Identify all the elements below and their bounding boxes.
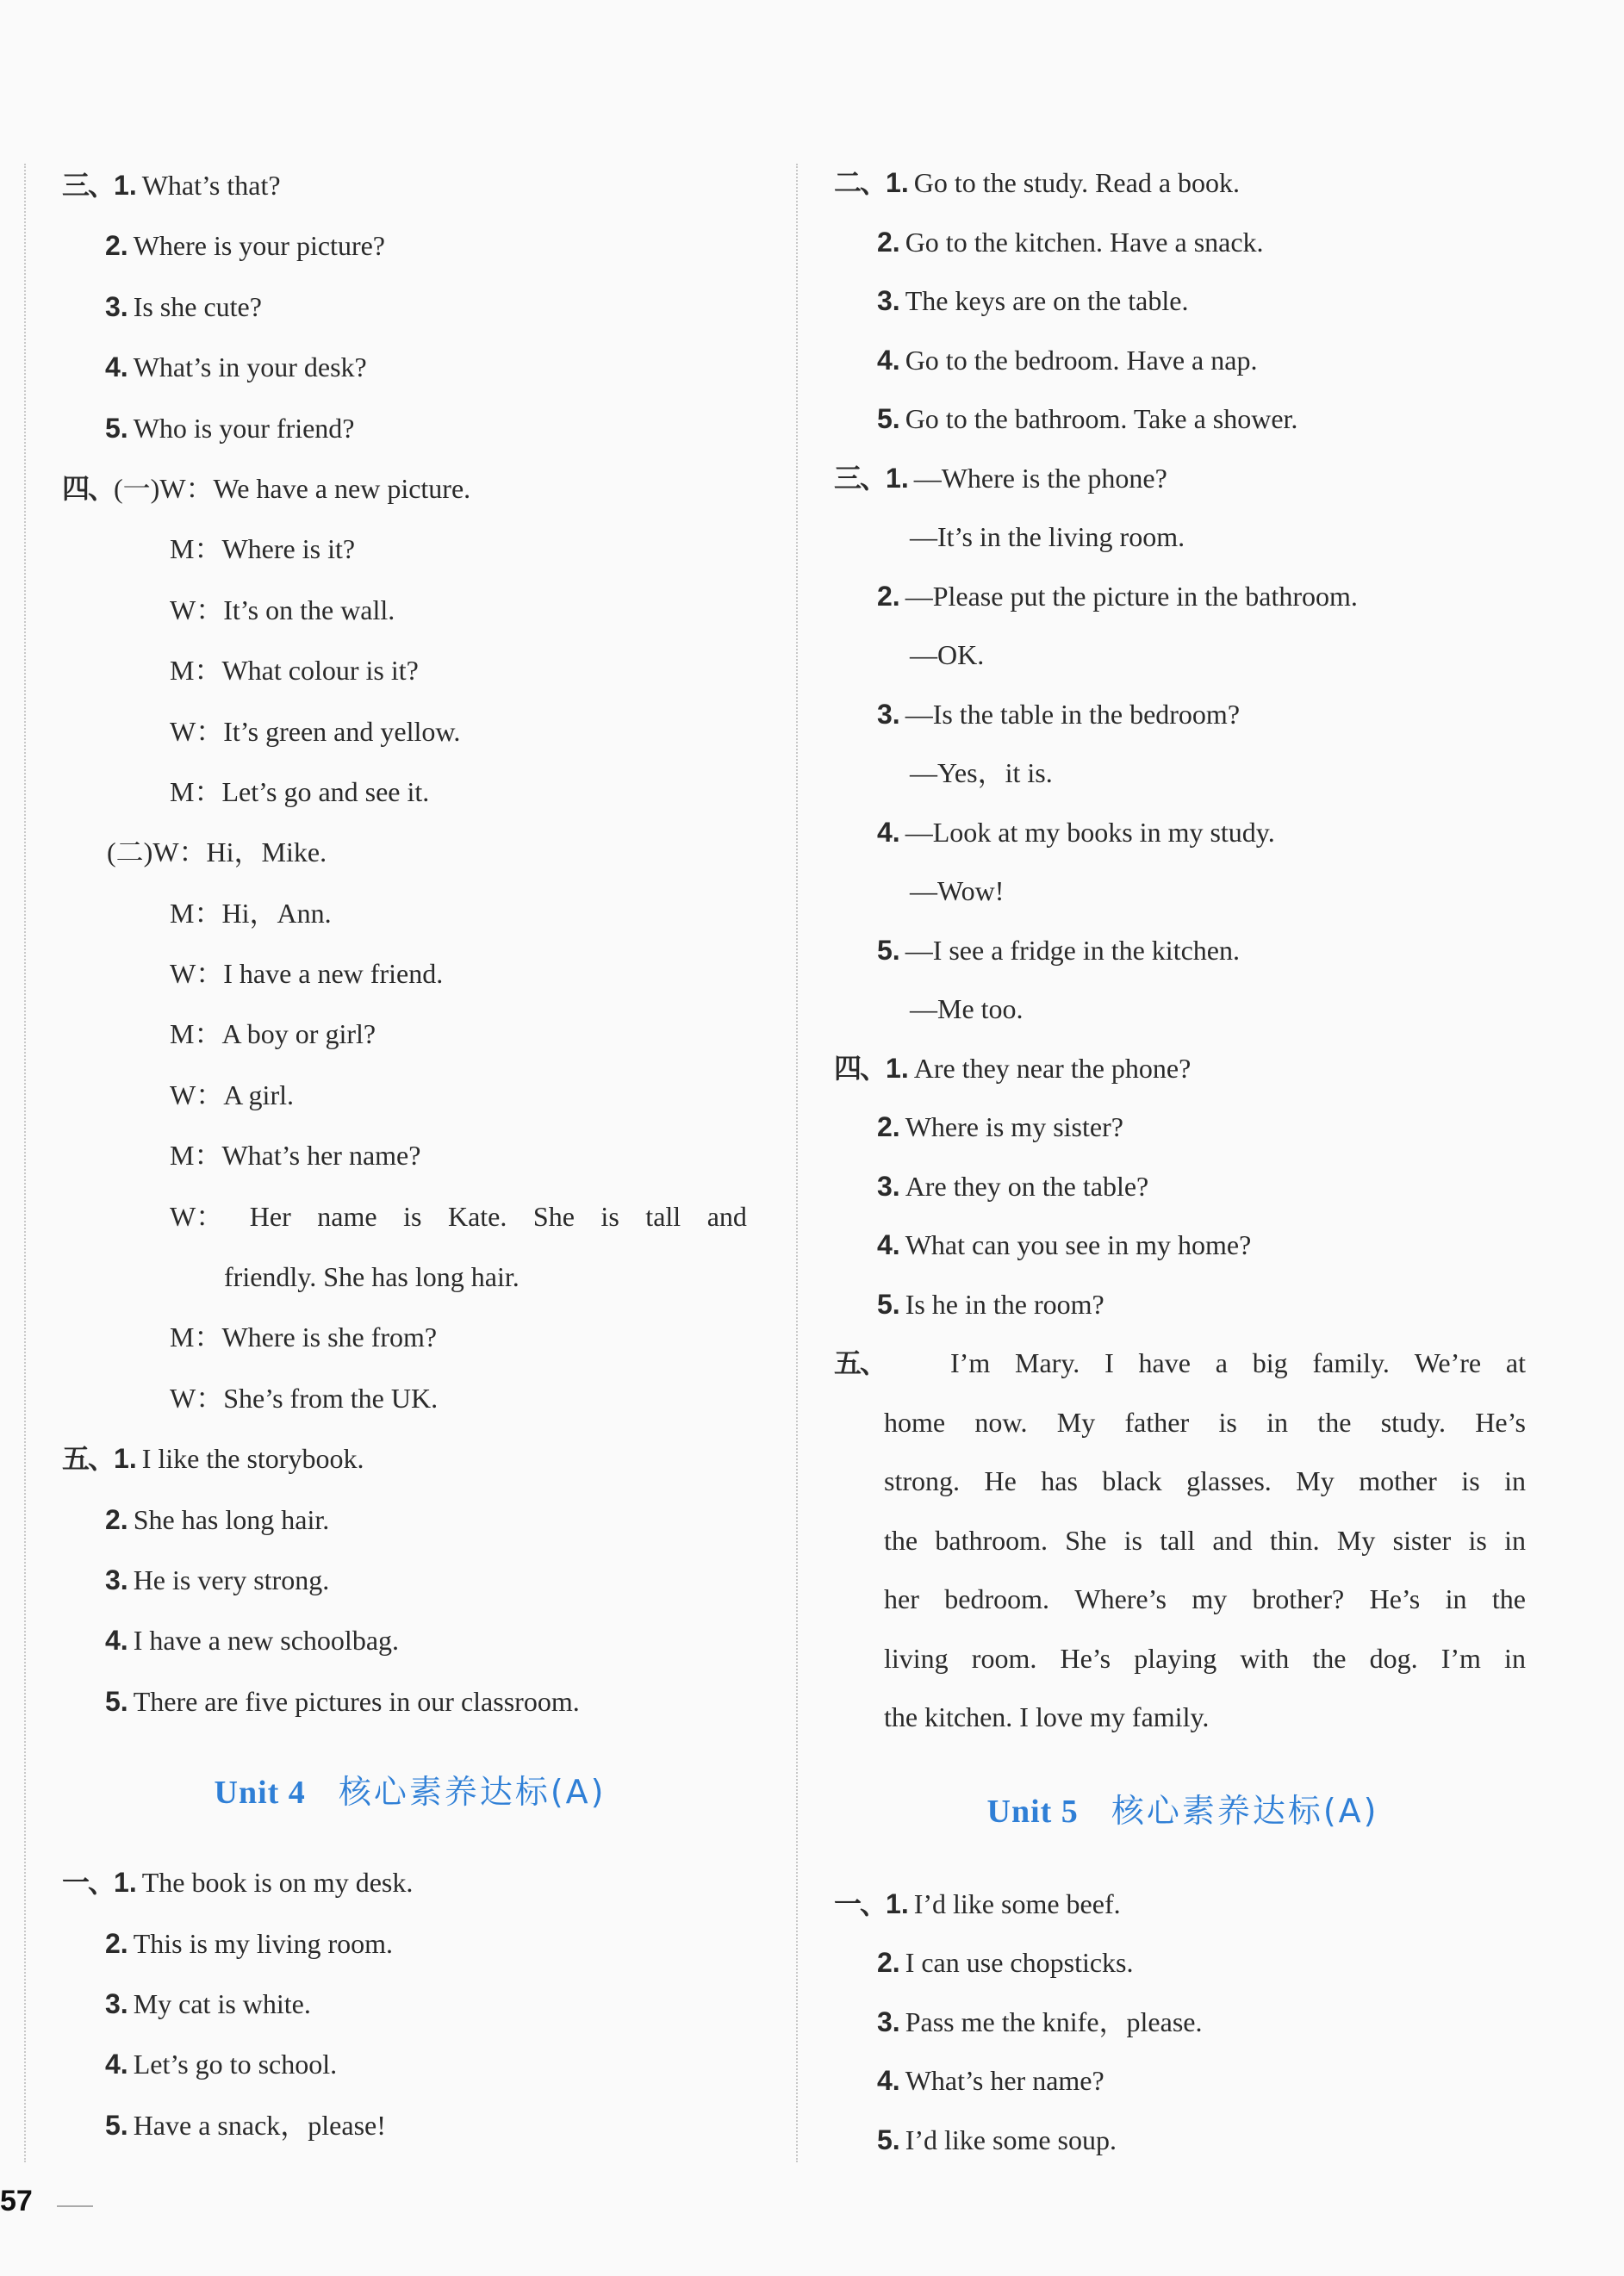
right-san-item-4: 4. —Look at my books in my study. (877, 816, 1275, 848)
passage-line: her bedroom. Where’s my brother? He’s in the (884, 1583, 1526, 1614)
section-label: 三、 (834, 461, 887, 494)
passage-line: living room. He’s playing with the dog. I’m in (884, 1642, 1526, 1674)
page-number-dash (57, 2205, 93, 2207)
left-yi-item-2: 2. This is my living room. (105, 1927, 394, 1959)
right-si-item-5: 5. Is he in the room? (877, 1288, 1104, 1320)
left-san-item-5: 5. Who is your friend? (105, 412, 355, 444)
unit-5-title: Unit 5 核心素养达标(A) (986, 1791, 1379, 1830)
dialogue-line: M：Where is it? (170, 533, 356, 565)
dialogue-line: M：Where is she from? (170, 1321, 438, 1353)
dialogue-line-justified: W： Her name is Kate. She is tall and (170, 1200, 747, 1232)
section-label: 二、 (834, 166, 887, 199)
left-san-item-3: 3. Is she cute? (105, 290, 262, 322)
left-yi-item-4: 4. Let’s go to school. (105, 2049, 338, 2080)
left-wu-item-5: 5. There are five pictures in our classroom. (105, 1685, 580, 1717)
right-san-item-5: 5. —I see a fridge in the kitchen. (877, 934, 1240, 966)
right-er-item-2: 2. Go to the kitchen. Have a snack. (877, 226, 1264, 258)
left-column (62, 155, 758, 2155)
left-wu-item-3: 3. He is very strong. (105, 1564, 330, 1595)
right-si-item-2: 2. Where is my sister? (877, 1111, 1123, 1142)
right-column (834, 153, 1532, 2169)
right-yi-item-4: 4. What’s her name? (877, 2065, 1104, 2096)
left-yi-item-5: 5. Have a snack，please! (105, 2109, 386, 2141)
dialogue-line: W：She’s from the UK. (170, 1382, 439, 1414)
right-san-item-3: 3. —Is the table in the bedroom? (877, 698, 1241, 730)
left-wu-item-4: 4. I have a new schoolbag. (105, 1625, 400, 1657)
section-label: 一、 (62, 1866, 115, 1900)
right-san-item-2: 2. —Please put the picture in the bathroom. (877, 580, 1358, 612)
page-number: 57 (0, 2185, 33, 2217)
right-er-item-3: 3. The keys are on the table. (877, 285, 1189, 316)
right-yi-item-5: 5. I’d like some soup. (877, 2124, 1117, 2155)
section-label: 三、 (62, 169, 115, 202)
left-san-item-1: 三、1. What’s that? (62, 169, 281, 202)
left-yi-item-1: 一、1. The book is on my desk. (62, 1866, 414, 1900)
dialogue-line: W：A girl. (170, 1079, 294, 1110)
left-margin-line (24, 164, 26, 2162)
left-yi-item-3: 3. My cat is white. (105, 1987, 311, 2019)
left-si-dialogue-line: 四、(一)W：We have a new picture. (62, 471, 471, 505)
dialogue-line: W：It’s on the wall. (170, 594, 395, 625)
section-label: 一、 (834, 1887, 887, 1920)
section-label: 四、 (834, 1051, 887, 1085)
right-yi-item-3: 3. Pass me the knife，please. (877, 2005, 1203, 2037)
answer-line: —OK. (910, 639, 985, 670)
dialogue-line: M：Let’s go and see it. (170, 775, 430, 807)
passage-line: strong. He has black glasses. My mother is in (884, 1465, 1526, 1496)
dialogue-line: M：What colour is it? (170, 655, 419, 687)
right-yi-item-1: 一、1. I’d like some beef. (834, 1887, 1121, 1920)
left-san-item-2: 2. Where is your picture? (105, 230, 385, 262)
dialogue-line: W：I have a new friend. (170, 958, 444, 990)
right-si-item-3: 3. Are they on the table? (877, 1170, 1149, 1202)
right-si-item-4: 4. What can you see in my home? (877, 1229, 1252, 1260)
dialogue-line: M：A boy or girl? (170, 1018, 376, 1050)
answer-line: —Wow! (910, 875, 1005, 906)
column-divider (796, 164, 798, 2162)
section-label: 四、 (62, 471, 115, 505)
right-er-item-4: 4. Go to the bedroom. Have a nap. (877, 344, 1258, 376)
left-wu-item-1: 五、1. I like the storybook. (62, 1442, 364, 1476)
answer-line: —It’s in the living room. (910, 521, 1185, 552)
right-si-item-1: 四、1. Are they near the phone? (834, 1051, 1192, 1085)
answer-line: —Yes，it is. (910, 757, 1053, 788)
left-wu-item-2: 2. She has long hair. (105, 1503, 330, 1535)
right-san-item-1: 三、1. —Where is the phone? (834, 461, 1167, 494)
right-yi-item-2: 2. I can use chopsticks. (877, 1947, 1134, 1978)
passage-line: the kitchen. I love my family. (884, 1701, 1210, 1732)
dialogue-line: friendly. She has long hair. (224, 1261, 520, 1293)
right-wu-passage-line: 五、 I’m Mary. I have a big family. We’re at (834, 1334, 1532, 1393)
right-er-item-5: 5. Go to the bathroom. Take a shower. (877, 403, 1298, 434)
section-label: 五、 (62, 1442, 115, 1476)
dialogue-line: W：It’s green and yellow. (170, 715, 461, 747)
unit-4-title: Unit 4 核心素养达标(A) (214, 1773, 607, 1812)
dialogue-line: M：Hi，Ann. (170, 897, 332, 929)
left-san-item-4: 4. What’s in your desk? (105, 351, 367, 383)
dialogue-line: (二)W：Hi，Mike. (107, 836, 327, 868)
answer-line: —Me too. (910, 993, 1024, 1024)
passage-line: home now. My father is in the study. He’s (884, 1406, 1526, 1438)
right-er-item-1: 二、1. Go to the study. Read a book. (834, 166, 1241, 199)
dialogue-line: M：What’s her name? (170, 1140, 421, 1172)
section-label: 五、 (834, 1346, 887, 1379)
passage-line: the bathroom. She is tall and thin. My sister is in (884, 1524, 1526, 1556)
